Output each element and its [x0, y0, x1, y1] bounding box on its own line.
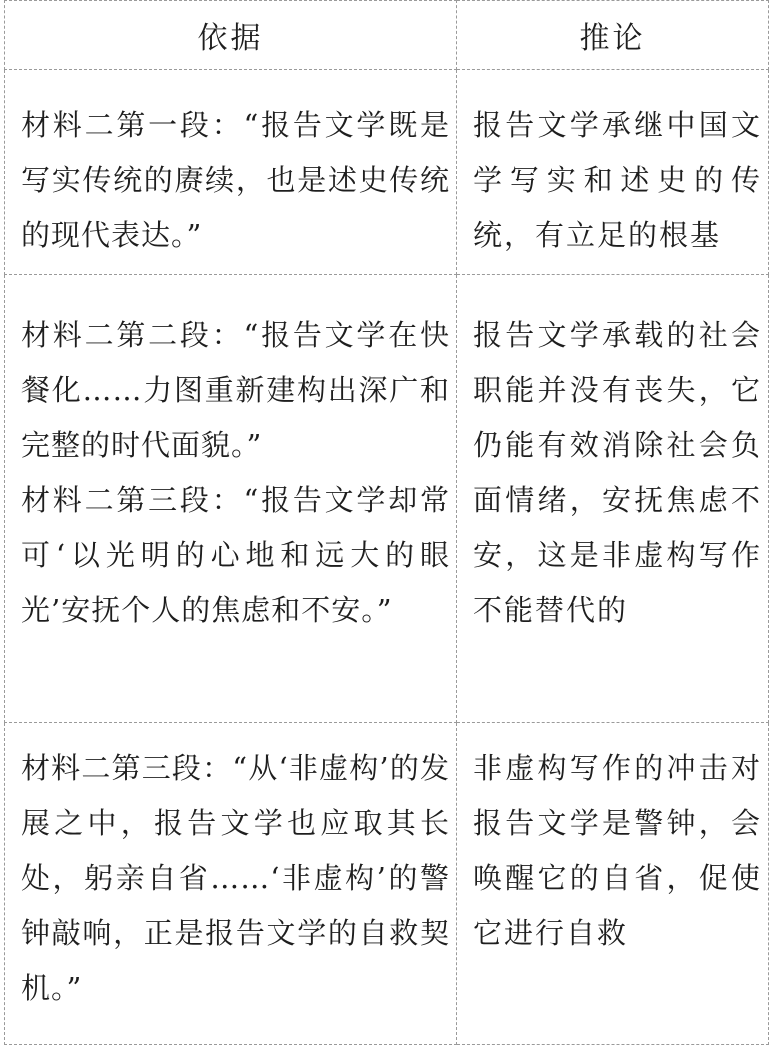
header-basis: 依据: [5, 1, 457, 70]
basis-text: 材料二第三段：“报告文学却常可‘以光明的心地和远大的眼光’安抚个人的焦虑和不安。”: [21, 483, 450, 627]
inference-cell: 报告文学承继中国文学写实和述史的传统，有立足的根基: [457, 70, 769, 275]
basis-cell: [5, 723, 457, 1045]
table-row: [5, 723, 769, 1045]
table-row: [5, 275, 769, 723]
basis-cell: [5, 70, 457, 275]
basis-text: 材料二第二段：“报告文学在快餐化……力图重新建构出深广和完整的时代面貌。”: [21, 318, 450, 462]
table-header-row: [5, 1, 769, 70]
basis-text: 材料二第三段：“从‘非虚构’的发展之中，报告文学也应取其长处，躬亲自省……‘非虚构’的警钟敲响，正是报告文学的自救契机。”: [21, 751, 450, 1005]
evidence-inference-table: [4, 0, 769, 1045]
inference-cell: 报告文学承载的社会职能并没有丧失，它仍能有效消除社会负面情绪，安抚焦虑不安，这是非虚构写作不能替代的: [457, 275, 769, 723]
basis-text: 材料二第一段：“报告文学既是写实传统的赓续，也是述史传统的现代表达。”: [21, 108, 450, 252]
inference-cell: 非虚构写作的冲击对报告文学是警钟，会唤醒它的自省，促使它进行自救: [457, 723, 769, 1045]
basis-cell: [5, 275, 457, 723]
header-inference: 推论: [457, 1, 769, 70]
table-row: [5, 70, 769, 275]
